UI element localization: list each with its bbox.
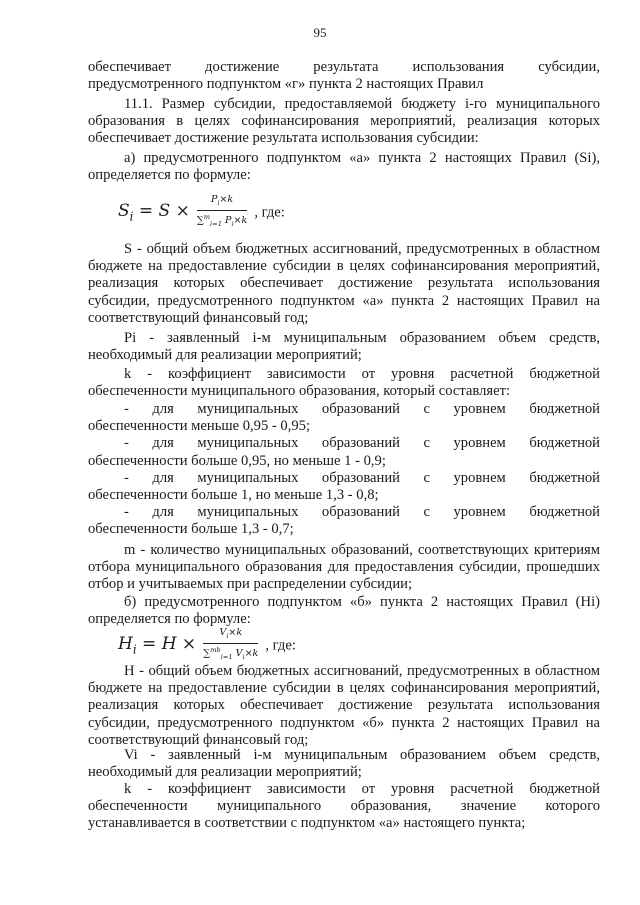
- page-number: 95: [313, 25, 327, 40]
- formula-b-lhs: $H_i = H$ ×: [118, 634, 197, 657]
- paragraph-k2-justified-line: обеспеченности муниципального образования, значение которого: [88, 798, 600, 815]
- formula-b-fraction: [203, 627, 258, 663]
- paragraph-11-1: 11.1. Размер субсидии, предоставляемой бюджету i-го муниципального образования в целях софинансирования мероприятий, реализация которых обеспечивает достижение результата использования субсидии:: [88, 96, 600, 147]
- paragraph-a: а) предусмотренного подпунктом «а» пункта 2 настоящих Правил (Si), определяется по формуле:: [88, 150, 600, 184]
- paragraph-Vi: Vi - заявленный i-м муниципальным образованием объем средств, необходимый для реализации мероприятий;: [88, 747, 600, 781]
- formula-a-lhs: $S_i = S$ ×: [118, 201, 190, 224]
- top-line-2: предусмотренного подпунктом «г» пункта 2 настоящих Правил: [88, 76, 484, 93]
- formula-b-numerator: $V_i\times k$: [203, 627, 258, 644]
- paragraph-k: k - коэффициент зависимости от уровня расчетной бюджетной обеспеченности муниципального образования, который составляет:: [88, 366, 600, 400]
- formula-a-fraction: [197, 194, 247, 230]
- formula-b-gde: , где:: [265, 637, 296, 654]
- formula-a-numerator: $P_i\times k$: [197, 194, 247, 211]
- bullet-item: - для муниципальных образований с уровнем бюджетной обеспеченности меньше 0,95 - 0,95;: [88, 401, 600, 435]
- formula-b-denominator: ∑$^{mb}_{i=1}$ $V_i\times k$: [203, 645, 259, 661]
- formula-a-gde: , где:: [254, 204, 285, 221]
- paragraph-S: S - общий объем бюджетных ассигнований, предусмотренных в областном бюджете на предоставление субсидии в целях софинансирования мероприятий, реализация которых обеспечивает достижение результата использования субсидии, предусмотренного подпунктом «а» пункта 2 настоящих Правил на соответствующий финансовый год;: [88, 241, 600, 326]
- bullet-item: - для муниципальных образований с уровнем бюджетной обеспеченности больше 0,95, но меньше 1 - 0,9;: [88, 435, 600, 469]
- bullet-item: - для муниципальных образований с уровнем бюджетной обеспеченности больше 1,3 - 0,7;: [88, 504, 600, 538]
- bullet-item: - для муниципальных образований с уровнем бюджетной обеспеченности больше 1, но меньше 1,3 - 0,8;: [88, 469, 600, 504]
- paragraph-H: H - общий объем бюджетных ассигнований, предусмотренных в областном бюджете на предоставление субсидии в целях софинансирования мероприятий, реализация которых обеспечивает достижение результата использования субсидии, предусмотренного подпунктом «б» пункта 2 настоящих Правил на соответствующий финансовый год;: [88, 663, 600, 748]
- paragraph-m: m - количество муниципальных образований, соответствующих критериям отбора муниципального образования для предоставления субсидии, прошедших отбор и учитываемых при распределении субсидии;: [88, 542, 600, 593]
- top-justified-line: обеспечивает достижение результата использования субсидии,: [88, 59, 600, 75]
- paragraph-k2: k - коэффициент зависимости от уровня расчетной бюджетной обеспеченности муниципального образования, значение которого устанавливается в соответствии с подпунктом «а» настоящего пункта;: [88, 781, 600, 832]
- formula-a: [118, 194, 285, 230]
- bullet-list: [88, 401, 600, 539]
- formula-a-denominator: ∑$^m_{i=1}$ $P_i\times k$: [196, 212, 248, 228]
- formula-b: [118, 627, 296, 663]
- paragraph-Pi: Pi - заявленный i-м муниципальным образованием объем средств, необходимый для реализации мероприятий;: [88, 330, 600, 364]
- paragraph-b: б) предусмотренного подпунктом «б» пункта 2 настоящих Правил (Hi) определяется по формуле:: [88, 594, 600, 628]
- top-continuation: [88, 59, 600, 93]
